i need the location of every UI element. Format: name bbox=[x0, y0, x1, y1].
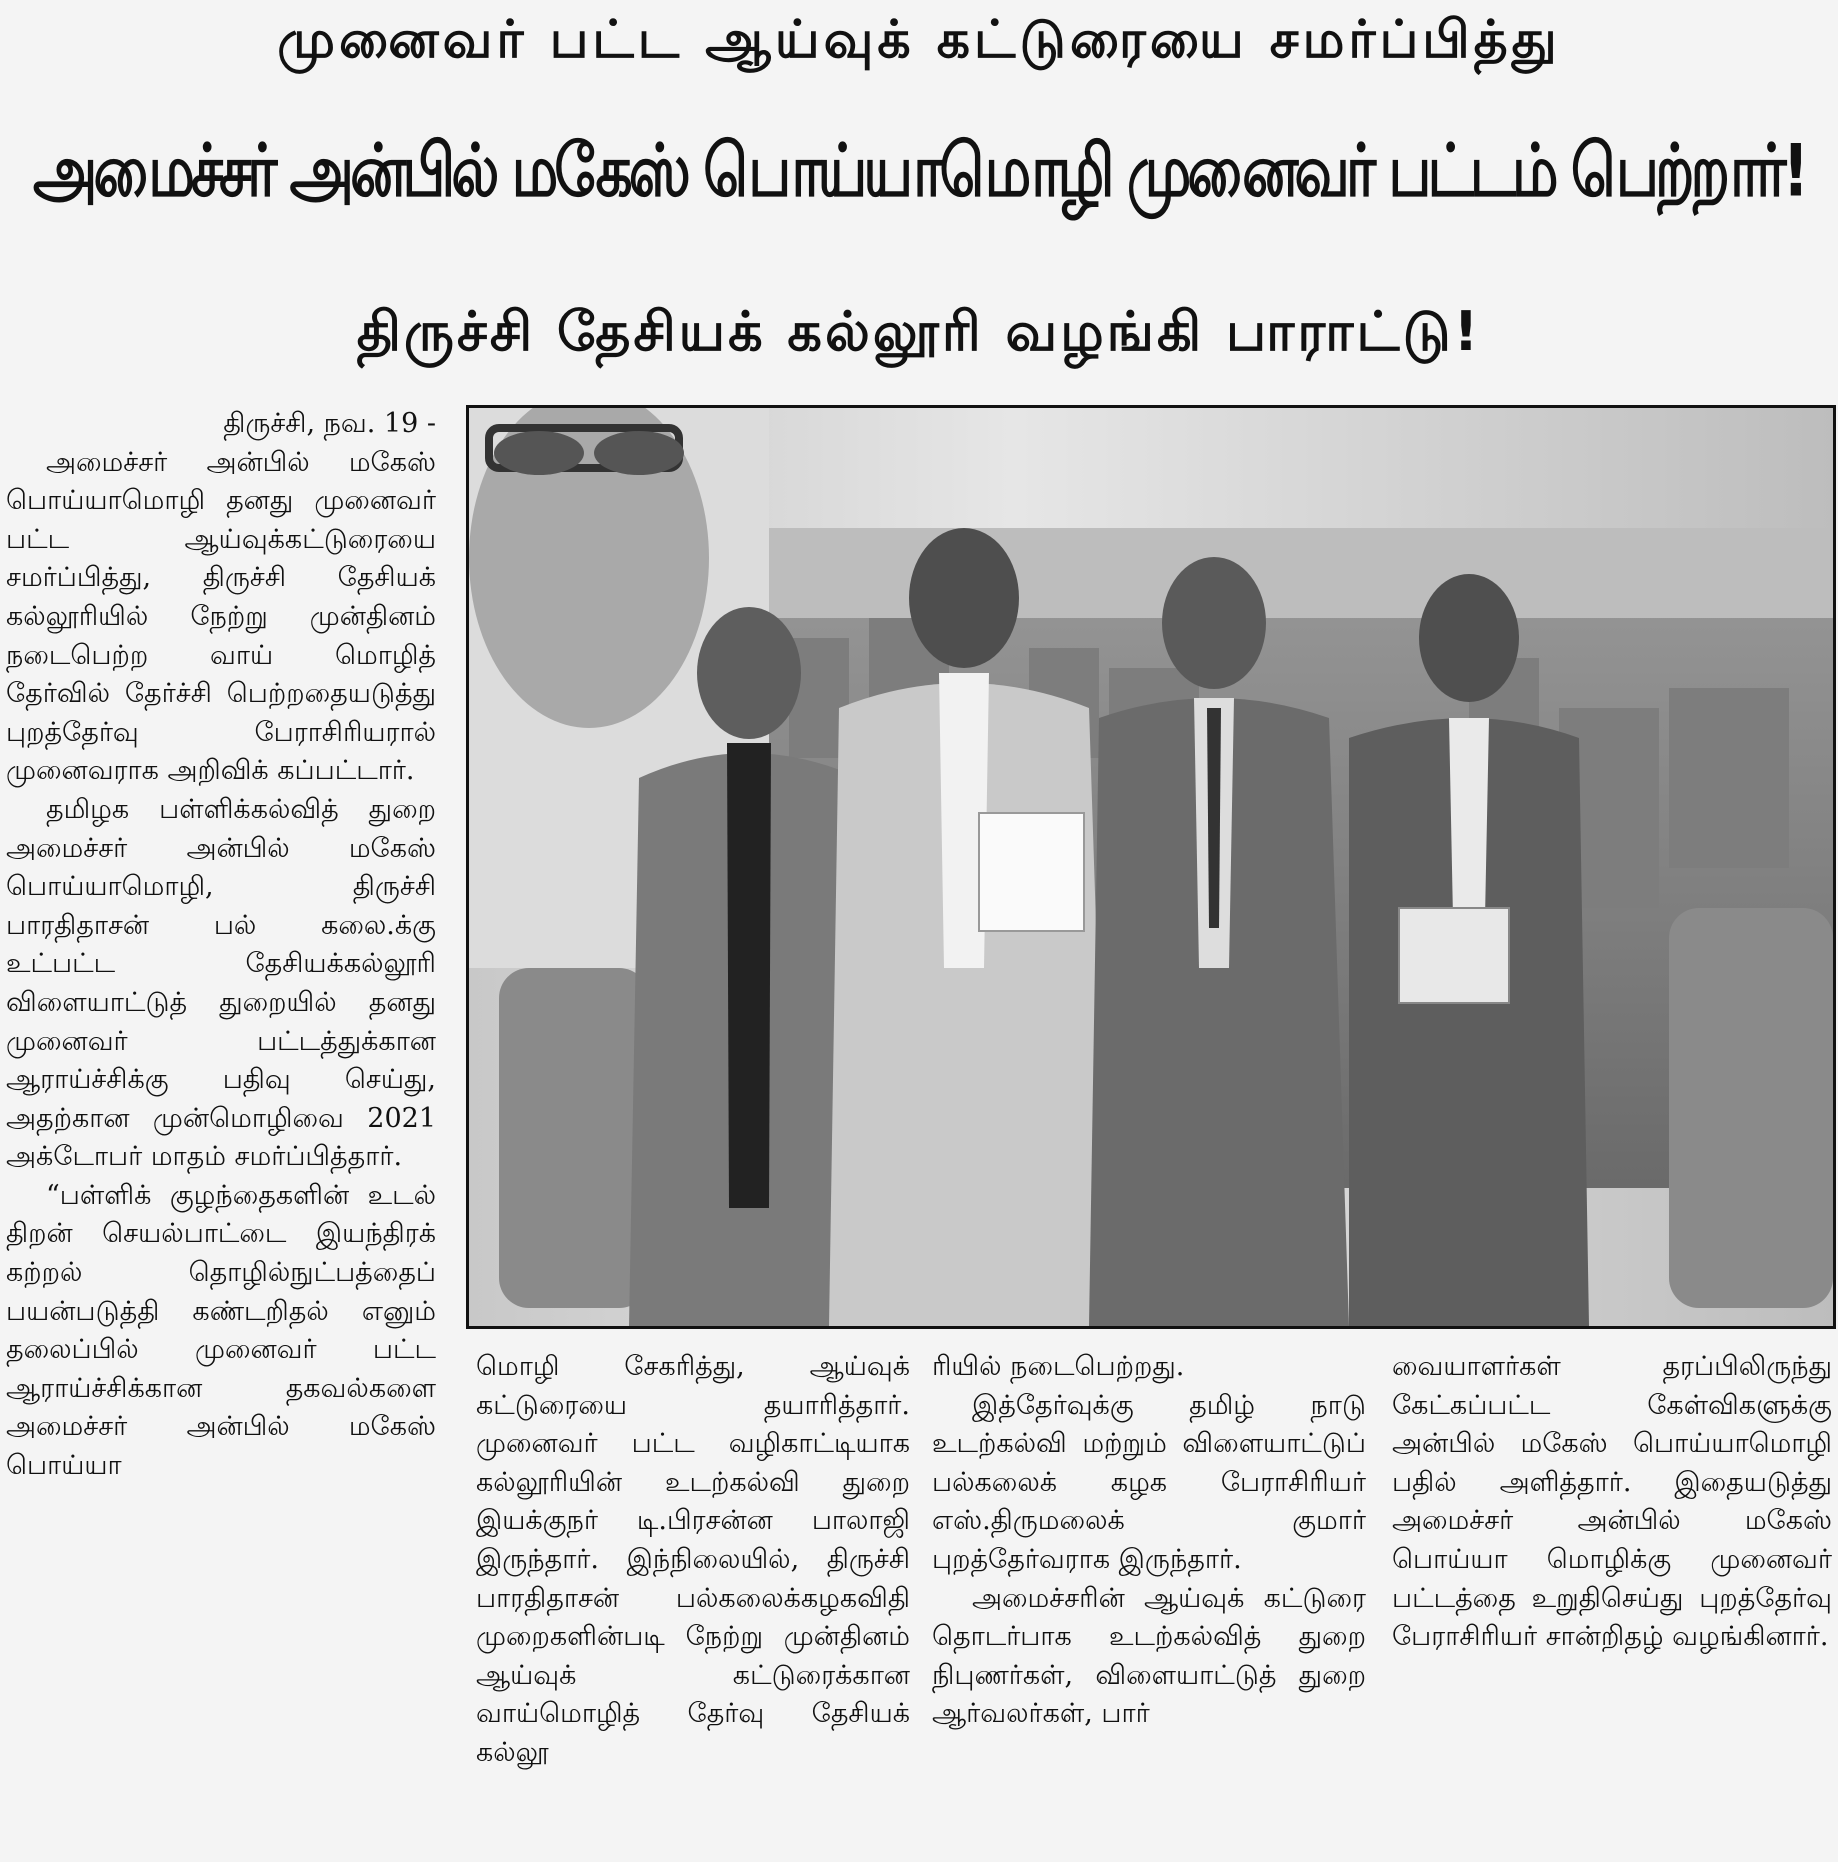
article-subheadline: திருச்சி தேசியக் கல்லூரி வழங்கி பாராட்டு! bbox=[356, 300, 1482, 363]
chair bbox=[1669, 908, 1833, 1308]
certificate bbox=[979, 813, 1084, 931]
article-paragraph: இத்தேர்வுக்கு தமிழ் நாடு உடற்கல்வி மற்றும் விளையாட்டுப் பல்கலைக் கழக பேராசிரியர் எஸ்.திருமலைக் குமார் புறத்தேர்வராக இருந்தார். bbox=[932, 1389, 1366, 1575]
article-column-1 bbox=[6, 405, 436, 1855]
article-kicker: முனைவர் பட்ட ஆய்வுக் கட்டுரையை சமர்ப்பித்து bbox=[277, 10, 1561, 70]
article-paragraph: அமைச்சரின் ஆய்வுக் கட்டுரை தொடர்பாக உடற்கல்வித் துறை நிபுணர்கள், விளையாட்டுத் துறை ஆர்வலர்கள், பார் bbox=[932, 1582, 1366, 1730]
article-paragraph: வையாளர்கள் தரப்பிலிருந்து கேட்கப்பட்ட கேள்விகளுக்கு அன்பில் மகேஸ் பொய்யாமொழி பதில் அளித்தார். இதையடுத்து அமைச்சர் அன்பில் மகேஸ் பொய்யா மொழிக்கு முனைவர் பட்டத்தை உறுதிசெய்து புறத்தேர்வு பேராசிரியர் சான்றிதழ் வழங்கினார். bbox=[1392, 1351, 1832, 1653]
news-photo bbox=[466, 405, 1836, 1329]
article-paragraph: அமைச்சர் அன்பில் மகேஸ் பொய்யாமொழி தனது முனைவர் பட்ட ஆய்வுக்கட்டுரையை சமர்ப்பித்து, திருச்சி தேசியக் கல்லூரியில் நேற்று முன்தினம் நடைபெற்ற வாய் மொழித் தேர்வில் தேர்ச்சி பெற்றதையடுத்து புறத்தேர்வு பேராசிரியரால் முனைவராக அறிவிக் கப்பட்டார். bbox=[6, 446, 436, 787]
article-paragraph: தமிழக பள்ளிக்கல்வித் துறை அமைச்சர் அன்பில் மகேஸ் பொய்யாமொழி, திருச்சி பாரதிதாசன் பல் கலை.க்கு உட்பட்ட தேசியக்கல்லூரி விளையாட்டுத் துறையில் தனது முனைவர் பட்டத்துக்கான ஆராய்ச்சிக்கு பதிவு செய்து, அதற்கான முன்மொழிவை 2021 அக்டோபர் மாதம் சமர்ப்பித்தார். bbox=[6, 793, 436, 1173]
article-column-3 bbox=[932, 1348, 1366, 1858]
article-column-2 bbox=[476, 1348, 910, 1858]
chair bbox=[499, 968, 649, 1308]
article-headline: அமைச்சர் அன்பில் மகேஸ் பொய்யாமொழி முனைவர் பட்டம் பெற்றார்! bbox=[32, 128, 1806, 213]
article-paragraph: மொழி சேகரித்து, ஆய்வுக் கட்டுரையை தயாரித்தார். முனைவர் பட்ட வழிகாட்டியாக கல்லூரியின் உடற்கல்வி துறை இயக்குநர் டி.பிரசன்ன பாலாஜி இருந்தார். இந்நிலையில், திருச்சி பாரதிதாசன் பல்கலைக்கழகவிதி முறைகளின்படி நேற்று முன்தினம் ஆய்வுக் கட்டுரைக்கான வாய்மொழித் தேர்வு தேசியக் கல்லூ bbox=[476, 1351, 910, 1768]
event-photo-illustration bbox=[469, 408, 1833, 1326]
article-paragraph: ரியில் நடைபெற்றது. bbox=[932, 1351, 1185, 1382]
article-paragraph: “பள்ளிக் குழந்தைகளின் உடல் திறன் செயல்பாட்டை இயந்திரக் கற்றல் தொழில்நுட்பத்தைப் பயன்படுத்தி கண்டறிதல் எனும் தலைப்பில் முனைவர் பட்ட ஆராய்ச்சிக்கான தகவல்களை அமைச்சர் அன்பில் மகேஸ் பொய்யா bbox=[6, 1179, 436, 1482]
article-column-4 bbox=[1392, 1348, 1832, 1858]
dateline: திருச்சி, நவ. 19 - bbox=[223, 408, 436, 439]
